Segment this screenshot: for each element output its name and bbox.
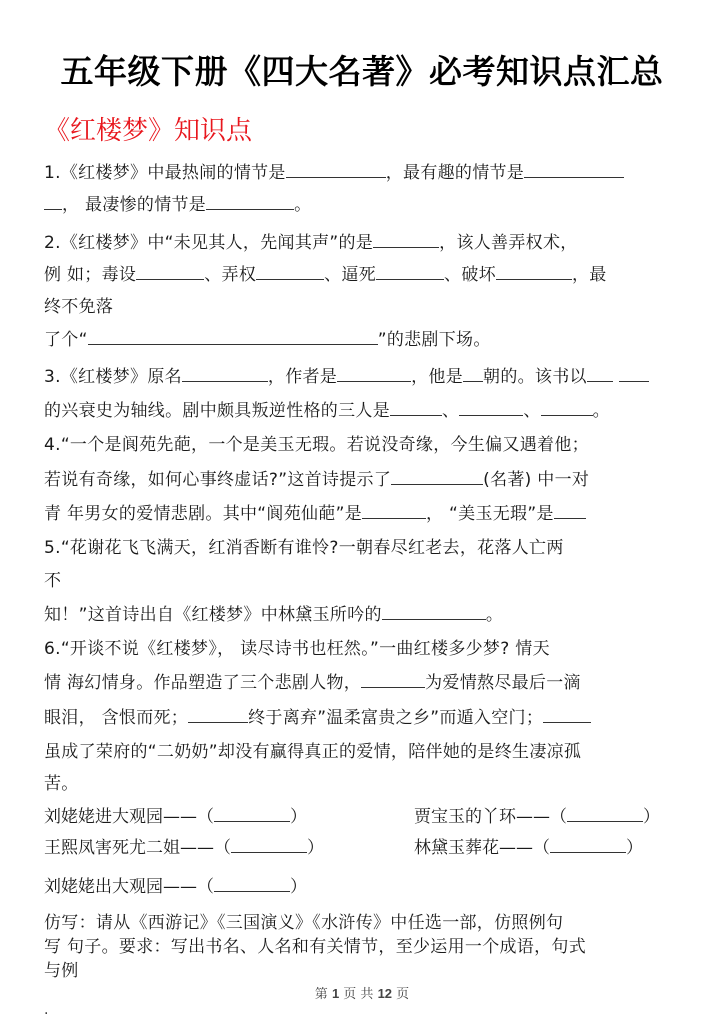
- answer-blank[interactable]: [463, 367, 483, 382]
- question-2-line-2: [44, 260, 607, 285]
- answer-blank[interactable]: [554, 504, 586, 519]
- q2-text-g: ，最: [571, 265, 607, 285]
- q6-text-e: 终于离弃”温柔富贵之乡”而遁入空门；: [248, 708, 544, 728]
- answer-blank[interactable]: [619, 367, 649, 382]
- q5-text-c: 知！”这首诗出自《红楼梦》中林黛玉所吟的: [44, 605, 382, 625]
- answer-blank[interactable]: [214, 807, 290, 822]
- paren-close: ）: [290, 807, 307, 827]
- matching-label: 贾宝玉的丫环——（: [414, 807, 567, 827]
- question-2-line-4: [44, 325, 491, 350]
- q6-text-c: 为爱情熬尽最后一滴: [425, 673, 581, 693]
- q3-text-e: 的兴衰史为轴线。剧中颇具叛逆性格的三人是: [44, 401, 390, 421]
- question-6-line-5: 苦。: [44, 774, 79, 794]
- paren-close: ）: [307, 838, 324, 858]
- current-page: 1: [331, 986, 340, 1001]
- answer-blank[interactable]: [496, 265, 572, 280]
- question-1-line-1: [44, 158, 624, 183]
- answer-blank[interactable]: [188, 708, 248, 723]
- answer-blank[interactable]: [587, 367, 613, 382]
- q6-text-d: 眼泪， 含恨而死；: [44, 708, 189, 728]
- imitation-line-1: 仿写：请从《西游记》《三国演义》《水浒传》中任选一部，仿照例句: [44, 913, 564, 933]
- q3-text-a: 3.《红楼梦》原名: [44, 367, 182, 387]
- answer-blank[interactable]: [382, 605, 486, 620]
- footer-mid: 页 共: [339, 987, 378, 1002]
- question-6-line-1: 6.“开谈不说《红楼梦》， 读尽诗书也枉然。”一曲红楼多少梦? 情天: [44, 639, 550, 659]
- answer-blank[interactable]: [182, 367, 268, 382]
- page-title: 五年级下册《四大名著》必考知识点汇总: [60, 52, 664, 91]
- answer-blank[interactable]: [361, 673, 425, 688]
- answer-blank[interactable]: [524, 163, 624, 178]
- q3-text-c: ，他是: [411, 367, 464, 387]
- q4-text-b: 若说有奇缘，如何心事终虚话?”这首诗提示了: [44, 470, 392, 490]
- question-5-line-2: 不: [44, 571, 62, 591]
- question-3-line-1: [44, 362, 649, 387]
- answer-blank[interactable]: [373, 233, 439, 248]
- answer-blank[interactable]: [286, 163, 386, 178]
- question-4-line-2: [44, 465, 589, 490]
- answer-blank[interactable]: [337, 367, 411, 382]
- paren-close: ）: [643, 807, 660, 827]
- q2-text-c: 例 如；毒设: [44, 265, 137, 285]
- matching-item: [414, 802, 660, 827]
- q3-text-h: 。: [592, 401, 610, 421]
- question-6-line-2: [44, 668, 581, 693]
- answer-blank[interactable]: [391, 470, 483, 485]
- q6-text-b: 情 海幻情身。作品塑造了三个悲剧人物，: [44, 673, 362, 693]
- footer-suffix: 页: [392, 987, 410, 1002]
- q3-text-b: ，作者是: [267, 367, 338, 387]
- question-5-line-1: 5.“花谢花飞飞满天，红消香断有谁怜?一朝春尽红老去，花落人亡两: [44, 538, 564, 558]
- question-3-line-2: [44, 396, 610, 421]
- matching-label: 林黛玉葬花——（: [414, 838, 550, 858]
- q4-text-c: (名著) 中一对: [483, 470, 590, 490]
- question-2-line-1: [44, 228, 578, 253]
- imitation-line-2: 写 句子。要求：写出书名、人名和有关情节，至少运用一个成语，句式: [44, 937, 587, 957]
- q2-text-f: 、破坏: [444, 265, 496, 285]
- answer-blank[interactable]: [231, 838, 307, 853]
- answer-blank[interactable]: [362, 504, 426, 519]
- q4-text-e: ， “美玉无瑕”是: [426, 504, 554, 524]
- q3-text-g: 、: [523, 401, 541, 421]
- q2-text-d: 、弄权: [204, 265, 257, 285]
- question-2-line-3: 终不免落: [44, 297, 114, 317]
- q2-text-j: ”的悲剧下场。: [377, 330, 491, 350]
- question-6-line-3: [44, 703, 591, 728]
- matching-label: 刘姥姥出大观园——（: [44, 877, 214, 897]
- question-1-line-2: [44, 190, 311, 215]
- question-4-line-3: [44, 499, 586, 524]
- paren-close: ）: [626, 838, 643, 858]
- question-6-line-4: 虽成了荣府的“二奶奶”却没有赢得真正的爱情，陪伴她的是终生凄凉孤: [44, 742, 582, 762]
- answer-blank[interactable]: [459, 401, 523, 416]
- q2-text-b: ，该人善弄权术，: [439, 233, 578, 253]
- matching-item: [414, 833, 643, 858]
- footer-prefix: 第: [314, 987, 332, 1002]
- q2-text-i: 了个“: [44, 330, 88, 350]
- page-footer: [0, 983, 724, 1002]
- question-4-line-1: 4.“一个是阆苑先葩，一个是美玉无瑕。若说没奇缘，今生偏又遇着他；: [44, 435, 589, 455]
- matching-item: [44, 802, 307, 827]
- answer-blank[interactable]: [88, 330, 378, 345]
- answer-blank[interactable]: [136, 265, 204, 280]
- answer-blank[interactable]: [376, 265, 444, 280]
- q3-text-f: 、: [442, 401, 460, 421]
- matching-item: [44, 833, 324, 858]
- matching-item: [44, 872, 307, 897]
- total-pages: 12: [377, 986, 393, 1001]
- q3-text-d: 朝的。该书以: [483, 367, 587, 387]
- matching-label: 刘姥姥进大观园——（: [44, 807, 214, 827]
- answer-blank[interactable]: [567, 807, 643, 822]
- answer-blank[interactable]: [214, 877, 290, 892]
- q1-text-c: ， 最凄惨的情节是: [62, 195, 207, 215]
- q2-text-a: 2.《红楼梦》中“未见其人，先闻其声”的是: [44, 233, 374, 253]
- answer-blank[interactable]: [390, 401, 442, 416]
- question-5-line-3: [44, 600, 503, 625]
- q4-text-d: 青 年男女的爱情悲剧。其中“阆苑仙葩”是: [44, 504, 363, 524]
- answer-blank[interactable]: [541, 401, 593, 416]
- paren-close: ）: [290, 877, 307, 897]
- q2-text-e: 、逼死: [324, 265, 377, 285]
- imitation-line-3: 与例: [44, 961, 79, 981]
- answer-blank[interactable]: [543, 708, 591, 723]
- answer-blank[interactable]: [206, 195, 294, 210]
- answer-blank[interactable]: [550, 838, 626, 853]
- q5-text-d: 。: [485, 605, 504, 625]
- q1-text-b: ，最有趣的情节是: [385, 163, 525, 183]
- answer-blank[interactable]: [44, 195, 62, 210]
- trailing-dot: .: [44, 1002, 49, 1018]
- q1-text-a: 1.《红楼梦》中最热闹的情节是: [44, 163, 286, 183]
- q1-text-d: 。: [294, 195, 312, 215]
- matching-label: 王熙凤害死尤二姐——（: [44, 838, 231, 858]
- section-title: 《红楼梦》知识点: [44, 116, 253, 146]
- answer-blank[interactable]: [256, 265, 324, 280]
